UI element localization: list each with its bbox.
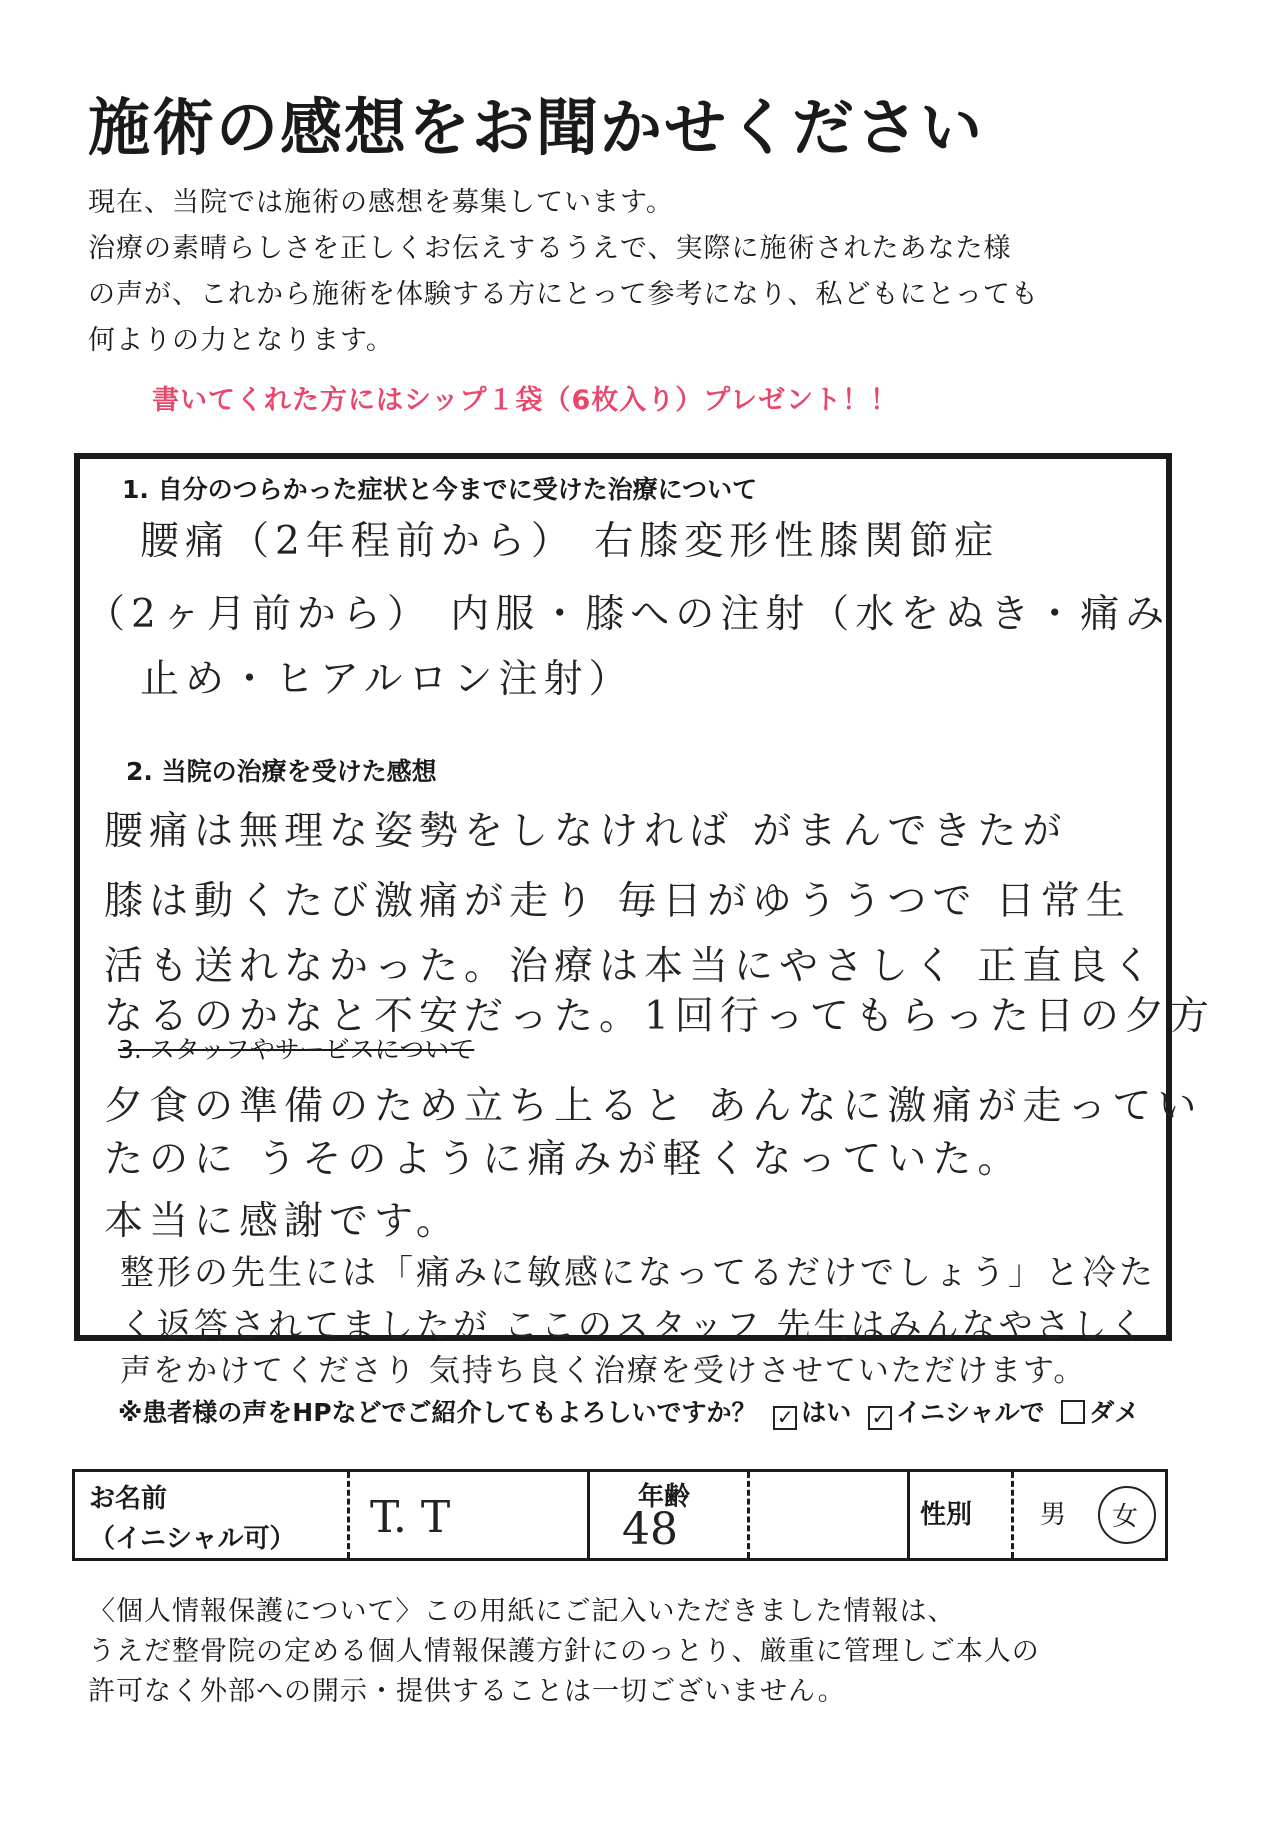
section1-heading: 1. 自分のつらかった症状と今までに受けた治療について bbox=[122, 475, 758, 504]
age-value: 48 bbox=[622, 1504, 678, 1555]
intro-line: の声が、これから施術を体験する方にとって参考になり、私どもにとっても bbox=[88, 279, 1039, 310]
respondent-info-table bbox=[72, 1469, 1168, 1561]
intro-text bbox=[88, 180, 1208, 364]
handwritten-line: 腰痛は無理な姿勢をしなければ がまんできたが bbox=[104, 809, 1068, 854]
handwritten-line: 腰痛（2年程前から） 右膝変形性膝関節症 bbox=[140, 519, 1000, 564]
page-title: 施術の感想をお聞かせください bbox=[88, 91, 985, 164]
sex-label: 性別 bbox=[920, 1500, 973, 1530]
option-no-label: ダメ bbox=[1089, 1398, 1140, 1427]
option-yes-label: はい bbox=[801, 1398, 852, 1427]
handwritten-line: （2ヶ月前から） 内服・膝への注射（水をぬき・痛み bbox=[86, 592, 1171, 637]
hp-consent-line bbox=[118, 1393, 1139, 1430]
handwritten-line: 止め・ヒアルロン注射） bbox=[140, 657, 634, 702]
handwritten-line: 膝は動くたび激痛が走り 毎日がゆううつで 日常生 bbox=[104, 879, 1131, 924]
checkbox-yes[interactable]: ✓ bbox=[773, 1406, 797, 1430]
intro-line: 治療の素晴らしさを正しくお伝えするうえで、実際に施術されたあなた様 bbox=[88, 233, 1012, 264]
name-label-sub: （イニシャル可） bbox=[89, 1524, 296, 1554]
sex-female[interactable]: 女 bbox=[1112, 1502, 1139, 1532]
section3-heading: 3. スタッフやサービスについて bbox=[118, 1035, 475, 1064]
intro-line: 何よりの力となります。 bbox=[88, 325, 394, 356]
section2-heading: 2. 当院の治療を受けた感想 bbox=[126, 757, 437, 786]
handwritten-line: 夕食の準備のため立ち上ると あんなに激痛が走ってい bbox=[104, 1084, 1203, 1129]
checkbox-no[interactable] bbox=[1061, 1400, 1085, 1424]
checkbox-initials[interactable]: ✓ bbox=[868, 1406, 892, 1430]
intro-line: 現在、当院では施術の感想を募集しています。 bbox=[88, 187, 674, 218]
handwritten-line: なるのかなと不安だった。1回行ってもらった日の夕方 bbox=[104, 994, 1215, 1039]
name-label: お名前 bbox=[89, 1484, 168, 1514]
handwritten-line: たのに うそのように痛みが軽くなっていた。 bbox=[104, 1137, 1023, 1182]
privacy-notice bbox=[88, 1592, 1208, 1712]
name-value-cell bbox=[347, 1472, 587, 1558]
name-label-cell bbox=[75, 1472, 347, 1558]
privacy-line: うえだ整骨院の定める個人情報保護方針にのっとり、厳重に管理しご本人の bbox=[88, 1636, 1040, 1667]
hp-consent-question: ※患者様の声をHPなどでご紹介してもよろしいですか？ bbox=[118, 1398, 757, 1427]
age-label-cell bbox=[587, 1472, 747, 1558]
handwritten-line: 本当に感謝です。 bbox=[104, 1199, 461, 1244]
handwritten-line: 声をかけてくださり 気持ち良く治療を受けさせていただけます。 bbox=[120, 1353, 1087, 1389]
age-label: 年齢 bbox=[638, 1482, 691, 1512]
privacy-line: 〈個人情報保護について〉この用紙にご記入いただきました情報は、 bbox=[88, 1596, 956, 1627]
sex-options-cell bbox=[1011, 1472, 1165, 1558]
option-initials-label: イニシャルで bbox=[896, 1398, 1045, 1427]
privacy-line: 許可なく外部への開示・提供することは一切ございません。 bbox=[88, 1676, 846, 1707]
sex-male[interactable]: 男 bbox=[1040, 1500, 1067, 1530]
present-notice: 書いてくれた方にはシップ１袋（6枚入り）プレゼント！！ bbox=[152, 385, 899, 416]
handwritten-line: く返答されてましたが ここのスタッフ 先生はみんなやさしく bbox=[120, 1306, 1147, 1346]
handwritten-line: 整形の先生には「痛みに敏感になってるだけでしょう」と冷た bbox=[120, 1253, 1156, 1293]
handwritten-line: 活も送れなかった。治療は本当にやさしく 正直良く bbox=[104, 944, 1158, 989]
name-value: T. T bbox=[370, 1492, 451, 1543]
age-spacer-cell bbox=[747, 1472, 907, 1558]
sex-label-cell bbox=[907, 1472, 1011, 1558]
